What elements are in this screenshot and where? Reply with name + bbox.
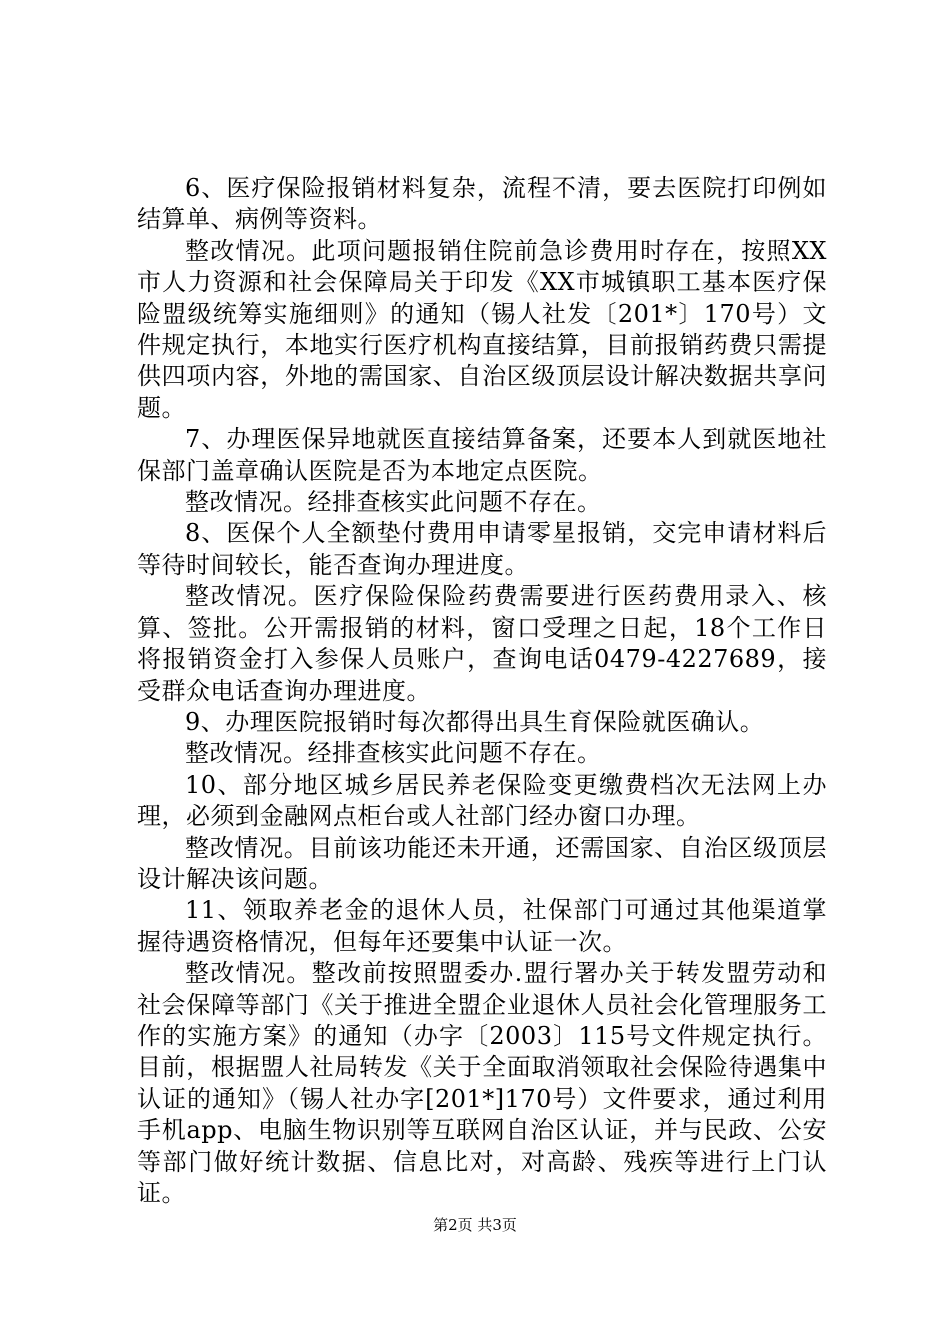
paragraph-item-11: 11、领取养老金的退休人员，社保部门可通过其他渠道掌握待遇资格情况，但每年还要集中认证一次。 [137, 896, 827, 956]
page-footer: 第2页 共3页 [433, 1216, 517, 1234]
paragraph-rectification-8: 整改情况。医疗保险保险药费需要进行医药费用录入、核算、签批。公开需报销的材料，窗口受理之日起，18个工作日将报销资金打入参保人员账户，查询电话0479-4227689，接受群众电话查询办理进度。 [137, 582, 827, 705]
paragraph-rectification-11: 整改情况。整改前按照盟委办.盟行署办关于转发盟劳动和社会保障等部门《关于推进全盟企业退休人员社会化管理服务工作的实施方案》的通知（办字〔2003〕115号文件规定执行。目前，根据盟人社局转发《关于全面取消领取社会保险待遇集中认证的通知》（锡人社办字[201*]170号）文件要求，通过利用手机app、电脑生物识别等互联网自治区认证，并与民政、公安等部门做好统计数据、信息比对，对高龄、残疾等进行上门认证。 [137, 959, 827, 1207]
paragraph-rectification-6: 整改情况。此项问题报销住院前急诊费用时存在，按照XX市人力资源和社会保障局关于印发《XX市城镇职工基本医疗保险盟级统筹实施细则》的通知（锡人社发〔201*〕170号）文件规定执行，本地实行医疗机构直接结算，目前报销药费只需提供四项内容，外地的需国家、自治区级顶层设计解决数据共享问题。 [137, 236, 827, 422]
paragraph-item-6: 6、医疗保险报销材料复杂，流程不清，要去医院打印例如结算单、病例等资料。 [137, 174, 827, 234]
paragraph-rectification-7: 整改情况。经排查核实此问题不存在。 [185, 488, 602, 517]
paragraph-item-7: 7、办理医保异地就医直接结算备案，还要本人到就医地社保部门盖章确认医院是否为本地定点医院。 [137, 425, 827, 485]
paragraph-item-10: 10、部分地区城乡居民养老保险变更缴费档次无法网上办理，必须到金融网点柜台或人社部门经办窗口办理。 [137, 770, 827, 831]
document-body [137, 173, 827, 1209]
paragraph-item-9: 9、办理医院报销时每次都得出具生育保险就医确认。 [185, 707, 765, 736]
paragraph-item-8: 8、医保个人全额垫付费用申请零星报销，交完申请材料后等待时间较长，能否查询办理进度。 [137, 519, 827, 579]
paragraph-rectification-9: 整改情况。经排查核实此问题不存在。 [185, 739, 602, 768]
paragraph-rectification-10: 整改情况。目前该功能还未开通，还需国家、自治区级顶层设计解决该问题。 [137, 833, 827, 893]
